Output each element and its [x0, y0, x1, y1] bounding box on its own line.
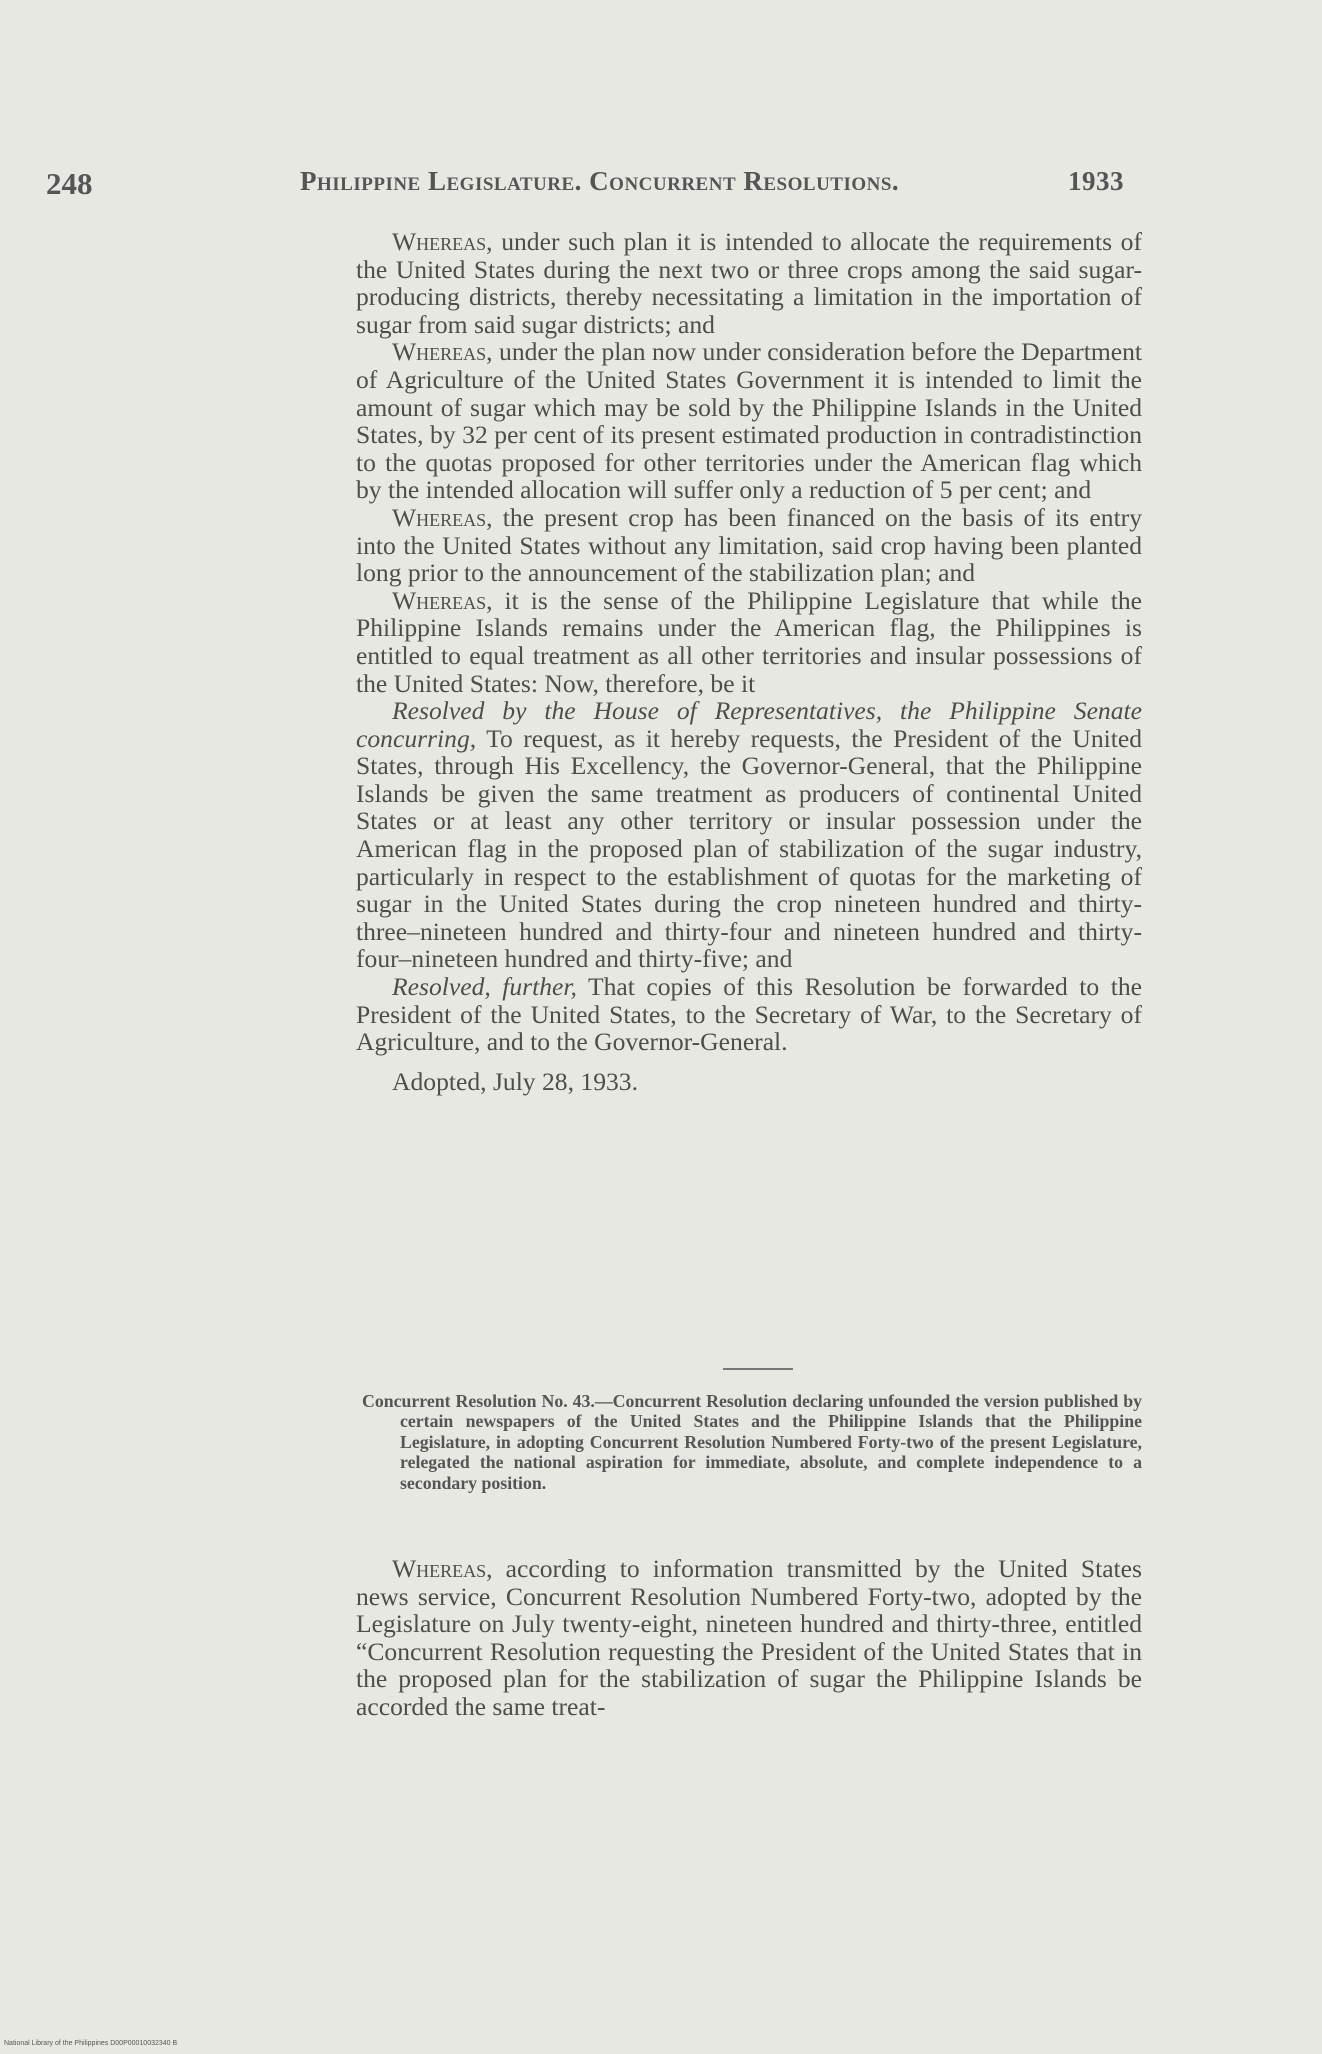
scan-credit: National Library of the Philippines D00P00010032340 B [4, 2040, 178, 2047]
whereas-lead: Whereas, [392, 337, 493, 367]
resolution-body [356, 228, 1142, 1095]
paragraph-text: To request, as it hereby requests, the President of the United States, through His Excellency, the Governor-General, that the Philippine Islands be given the same treatment as producers of continental United States or at least any other territory or insular possession under the American flag in the proposed plan of stabilization of the sugar industry, particularly in respect to the establishment of quotas for the marketing of sugar in the United States during the crop nineteen hundred and thirty-three–nineteen hundred and thirty-four and nineteen hundred and thirty-four–nineteen hundred and thirty-five; and [356, 723, 1142, 974]
summary-text: Concurrent Resolution No. 43.—Concurrent Resolution declaring unfounded the version published by certain newspapers of the United States and the Philippine Islands that the Philippine Legislature, in adopting Concurrent Resolution Numbered Forty-two of the present Legislature, relegated the national aspiration for immediate, absolute, and complete independence to a secondary position. [362, 1391, 1142, 1493]
resolution-43-body [356, 1555, 1142, 1721]
running-year: 1933 [1068, 166, 1124, 196]
whereas-paragraph-5 [356, 1555, 1142, 1721]
paragraph-text: under the plan now under consideration before the Department of Agriculture of the United States Government it is intended to limit the amount of sugar which may be sold by the Philippine Islands in the United States, by 32 per cent of its present estimated production in contradistinction to the quotas proposed for other territories under the American flag which by the intended allocation will suffer only a reduction of 5 per cent; and [356, 337, 1142, 505]
whereas-paragraph-3 [356, 504, 1142, 587]
paragraph-text: according to information transmitted by the United States news service, Concurrent Resolution Numbered Forty-two, adopted by the Legislature on July twenty-eight, nineteen hundred and thirty-three, entitled “Concurrent Resolution requesting the President of the United States that in the proposed plan for the stabilization of sugar the Philippine Islands be accorded the same treat- [356, 1554, 1142, 1721]
paragraph-text: under such plan it is intended to allocate the requirements of the United States during the next two or three crops among the said sugar-producing districts, thereby necessitating a limitation in the importation of sugar from said sugar districts; and [356, 227, 1142, 339]
resolution-summary [362, 1391, 1142, 1493]
whereas-paragraph-1 [356, 228, 1142, 338]
resolved-further-lead: Resolved, further, [392, 972, 577, 1002]
section-divider [723, 1368, 793, 1370]
whereas-lead: Whereas, [392, 502, 493, 532]
whereas-paragraph-2 [356, 338, 1142, 504]
paragraph-text: the present crop has been financed on the basis of its entry into the United States without any limitation, said crop having been planted long prior to the announcement of the stabilization plan; and [356, 502, 1142, 588]
paragraph-text: That copies of this Resolution be forwarded to the President of the United States, to the Secretary of War, to the Secretary of Agriculture, and to the Governor-General. [356, 972, 1142, 1057]
resolved-lead: Resolved by the House of Representatives, the Philippine Senate concurring, [356, 696, 1142, 753]
running-head [300, 166, 1124, 197]
whereas-lead: Whereas, [392, 585, 493, 615]
resolved-further-paragraph [356, 973, 1142, 1056]
adopted-date: Adopted, July 28, 1933. [392, 1066, 638, 1096]
page-number: 248 [46, 166, 93, 201]
paragraph-text: it is the sense of the Philippine Legislature that while the Philippine Islands remains under the American flag, the Philippines is entitled to equal treatment as all other territories and insular possessions of the United States: Now, therefore, be it [356, 585, 1142, 698]
running-title: Philippine Legislature. Concurrent Resolutions. [300, 166, 900, 196]
whereas-lead: Whereas, [392, 227, 493, 256]
whereas-paragraph-4 [356, 587, 1142, 697]
resolved-paragraph [356, 697, 1142, 973]
whereas-lead: Whereas, [392, 1554, 493, 1583]
